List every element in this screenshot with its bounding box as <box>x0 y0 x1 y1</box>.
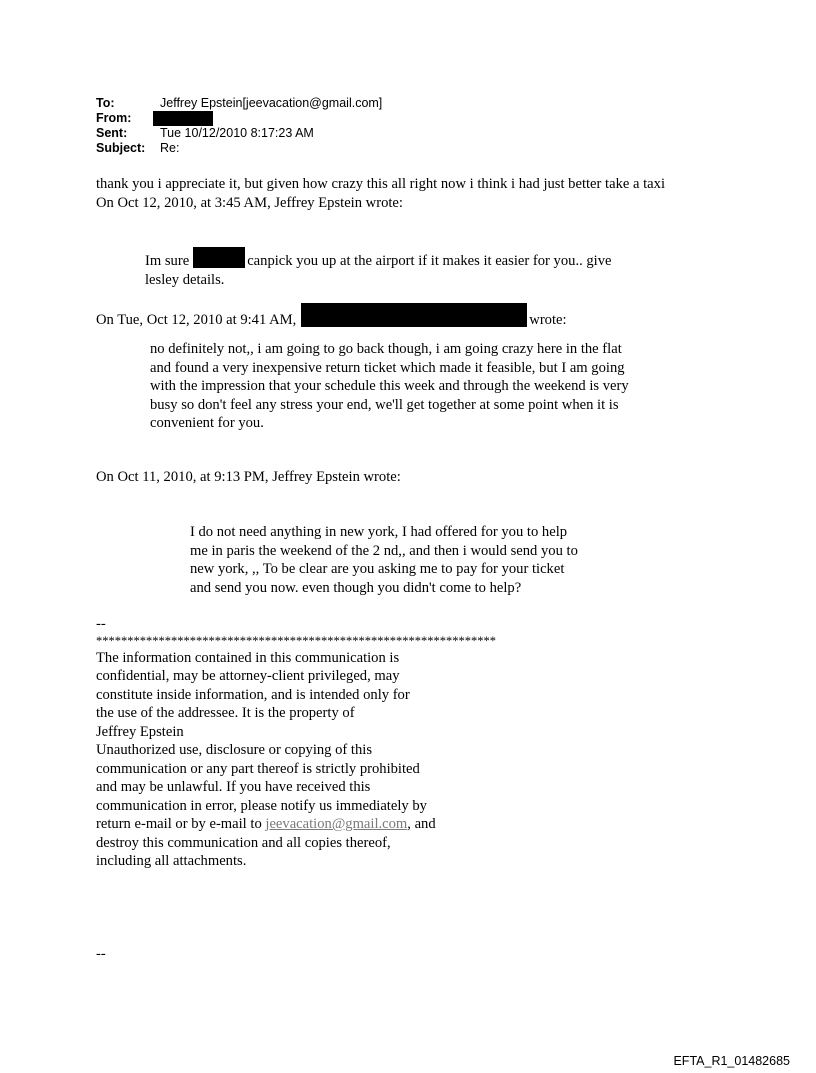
document-id: EFTA_R1_01482685 <box>673 1054 790 1068</box>
disclaimer-line: destroy this communication and all copies thereof, <box>96 834 391 851</box>
quote-line: lesley details. <box>145 271 225 288</box>
subject-label: Subject: <box>96 141 146 155</box>
quote-text: canpick you up at the airport if it makes it easier for you.. give <box>247 253 612 269</box>
quote-line: no definitely not,, i am going to go back though, i am going crazy here in the flat <box>150 341 622 357</box>
trailing-dashes: -- <box>96 946 106 962</box>
disclaimer-line: constitute inside information, and is intended only for <box>96 686 410 703</box>
signature-dashes: -- <box>96 616 106 632</box>
disclaimer-line: the use of the addressee. It is the property of <box>96 705 355 721</box>
email-header <box>96 96 382 156</box>
email-link[interactable]: jeevacation@gmail.com <box>265 816 408 832</box>
sender-redaction <box>301 303 527 327</box>
disclaimer-line: confidential, may be attorney-client privileged, may <box>96 668 400 684</box>
quote-line <box>145 247 612 271</box>
quote-text: Im sure <box>145 253 190 269</box>
name-redaction <box>193 247 245 268</box>
quote-line: and send you now. even though you didn't come to help? <box>190 579 522 596</box>
signature-disclaimer <box>96 615 496 871</box>
quote-line: with the impression that your schedule this week and through the weekend is very <box>150 378 629 394</box>
from-redaction <box>153 111 213 126</box>
signature-stars: **************************************************************** <box>96 633 496 648</box>
quote-block-3 <box>190 523 578 597</box>
to-value: Jeffrey Epstein[jeevacation@gmail.com] <box>160 96 383 110</box>
quote-line: new york, ,, To be clear are you asking me to pay for your ticket <box>190 561 565 577</box>
quote-attribution: On Oct 12, 2010, at 3:45 AM, Jeffrey Epstein wrote: <box>96 194 403 211</box>
subject-row <box>96 141 382 156</box>
disclaimer-line: Unauthorized use, disclosure or copying of this <box>96 742 373 758</box>
sent-label: Sent: <box>96 126 128 140</box>
quote-line: busy so don't feel any stress your end, we'll get together at some point when it is <box>150 396 619 413</box>
disclaimer-line: communication or any part thereof is strictly prohibited <box>96 760 420 777</box>
sent-row <box>96 126 382 141</box>
quote-line: me in paris the weekend of the 2 nd,, and then i would send you to <box>190 542 578 559</box>
disclaimer-line: return e-mail or by e-mail to jeevacation@gmail.com, and <box>96 816 436 832</box>
reply-body <box>96 175 665 212</box>
disclaimer-line: communication in error, please notify us immediately by <box>96 797 427 814</box>
to-label: To: <box>96 96 115 110</box>
attribution-text: wrote: <box>529 312 567 328</box>
quote-block-1 <box>145 247 612 289</box>
quote-line: I do not need anything in new york, I had offered for you to help <box>190 524 568 540</box>
disclaimer-line: and may be unlawful. If you have received this <box>96 779 371 795</box>
quote-line: convenient for you. <box>150 415 264 431</box>
quote-line: and found a very inexpensive return ticket which made it feasible, but I am going <box>150 359 625 376</box>
quote-block-2 <box>150 340 629 433</box>
from-label: From: <box>96 111 132 125</box>
quote-attribution-3: On Oct 11, 2010, at 9:13 PM, Jeffrey Epstein wrote: <box>96 469 401 485</box>
to-row <box>96 96 382 111</box>
disclaimer-line: The information contained in this communication is <box>96 649 400 666</box>
reply-line: thank you i appreciate it, but given how crazy this all right now i think i had just better take a taxi <box>96 176 666 192</box>
attribution-text: On Tue, Oct 12, 2010 at 9:41 AM, <box>96 312 297 328</box>
subject-value: Re: <box>160 141 180 155</box>
quote-attribution-2 <box>96 303 567 330</box>
disclaimer-line: including all attachments. <box>96 853 247 869</box>
sent-value: Tue 10/12/2010 8:17:23 AM <box>160 126 314 140</box>
from-row <box>96 111 382 126</box>
disclaimer-line: Jeffrey Epstein <box>96 723 184 740</box>
